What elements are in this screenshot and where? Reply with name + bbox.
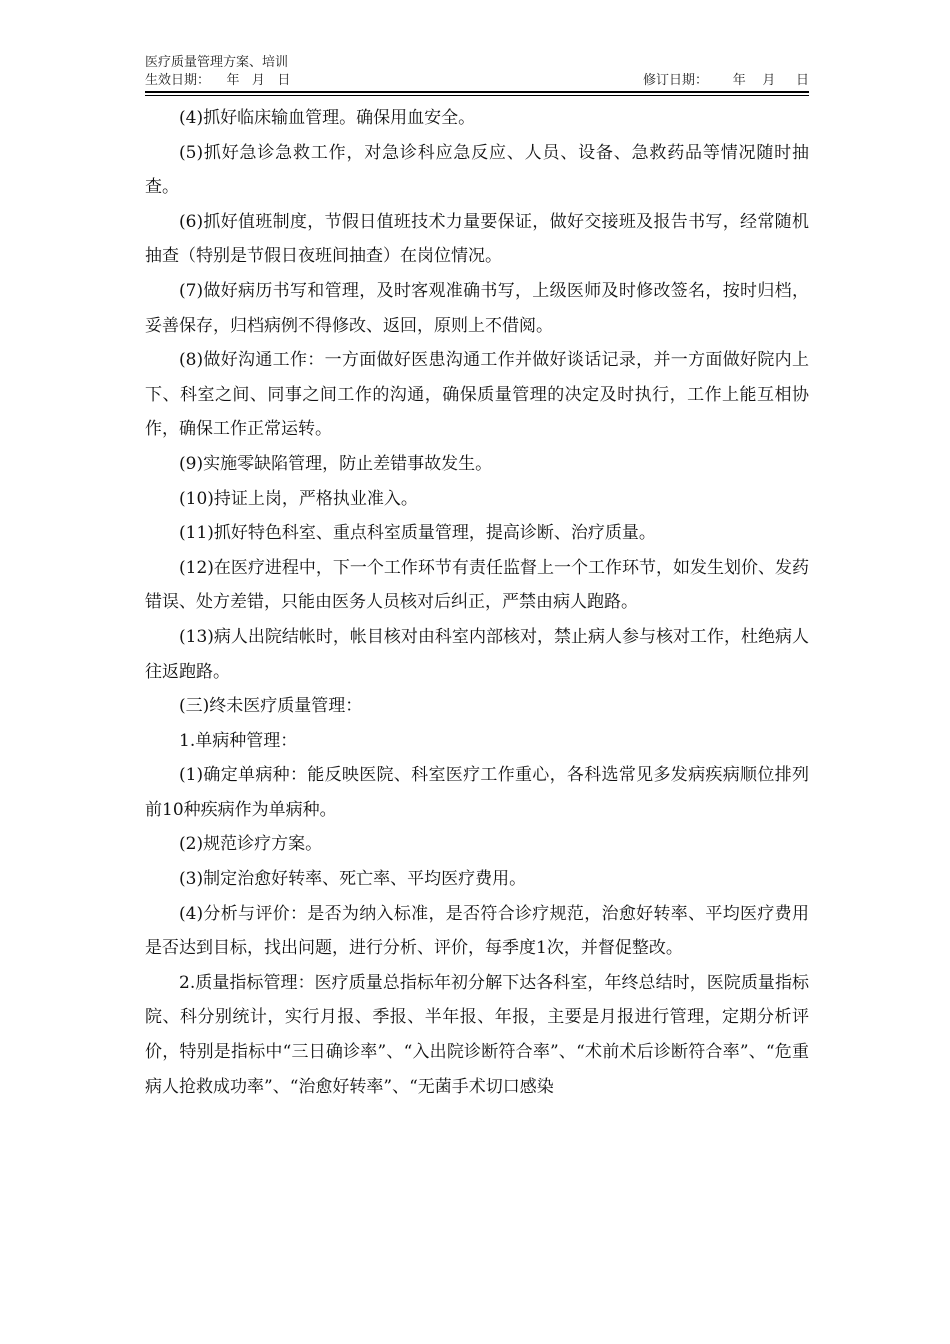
header-date-row: [145, 72, 809, 90]
subsection-heading: 1.单病种管理：: [179, 730, 298, 751]
paragraph-quality-indicators: 2.质量指标管理：医疗质量总指标年初分解下达各科室，年终总结时，医院质量指标院、科分别统计，实行月报、季报、半年报、年报，主要是月报进行管理，定期分析评价，特别是指标中“三日确诊率”、“入出院诊断符合率”、“术前术后诊断符合率”、“危重病人抢救成功率”、“治愈好转率”、“无菌手术切口感染: [145, 972, 809, 1097]
document-body: [145, 101, 809, 1104]
paragraph-item-11: (11)抓好特色科室、重点科室质量管理，提高诊断、治疗质量。: [179, 523, 656, 544]
paragraph-item-7: (7)做好病历书写和管理，及时客观准确书写，上级医师及时修改签名，按时归档，妥善保存，归档病例不得修改、返回，原则上不借阅。: [145, 280, 809, 336]
paragraph-item-9: (9)实施零缺陷管理，防止差错事故发生。: [179, 453, 493, 474]
header-divider-thin: [145, 95, 809, 96]
revision-date: 修订日期： 年 月 日: [643, 73, 809, 88]
document-title: 医疗质量管理方案、培训: [145, 55, 289, 70]
paragraph-subitem-4: (4)分析与评价：是否为纳入标准，是否符合诊疗规范，治愈好转率、平均医疗费用是否达到目标，找出问题，进行分析、评价，每季度1次，并督促整改。: [145, 903, 809, 959]
paragraph-item-4: (4)抓好临床输血管理。确保用血安全。: [179, 108, 476, 128]
paragraph-subitem-3: (3)制定治愈好转率、死亡率、平均医疗费用。: [179, 869, 527, 890]
effective-date: 生效日期： 年 月 日: [145, 73, 291, 88]
paragraph-subitem-1: (1)确定单病种：能反映医院、科室医疗工作重心，各科选常见多发病疾病顺位排列前10种疾病作为单病种。: [145, 765, 809, 820]
header-divider-thick: [145, 91, 809, 93]
paragraph-item-5: (5)抓好急诊急救工作，对急诊科应急反应、人员、设备、急救药品等情况随时抽查。: [145, 142, 809, 198]
section-heading: (三)终未医疗质量管理：: [179, 696, 363, 717]
page-header: [145, 54, 809, 90]
paragraph-item-8: (8)做好沟通工作：一方面做好医患沟通工作并做好谈话记录，并一方面做好院内上下、科室之间、同事之间工作的沟通，确保质量管理的决定及时执行，工作上能互相协作，确保工作正常运转。: [145, 350, 809, 440]
paragraph-item-6: (6)抓好值班制度，节假日值班技术力量要保证，做好交接班及报告书写，经常随机抽查（特别是节假日夜班间抽查）在岗位情况。: [145, 211, 809, 267]
paragraph-item-13: (13)病人出院结帐时，帐目核对由科室内部核对，禁止病人参与核对工作，杜绝病人往返跑路。: [145, 626, 809, 682]
paragraph-item-12: (12)在医疗进程中，下一个工作环节有责任监督上一个工作环节，如发生划价、发药错误、处方差错，只能由医务人员核对后纠正，严禁由病人跑路。: [145, 557, 809, 613]
paragraph-subitem-2: (2)规范诊疗方案。: [179, 834, 323, 855]
paragraph-item-10: (10)持证上岗，严格执业准入。: [179, 488, 418, 509]
